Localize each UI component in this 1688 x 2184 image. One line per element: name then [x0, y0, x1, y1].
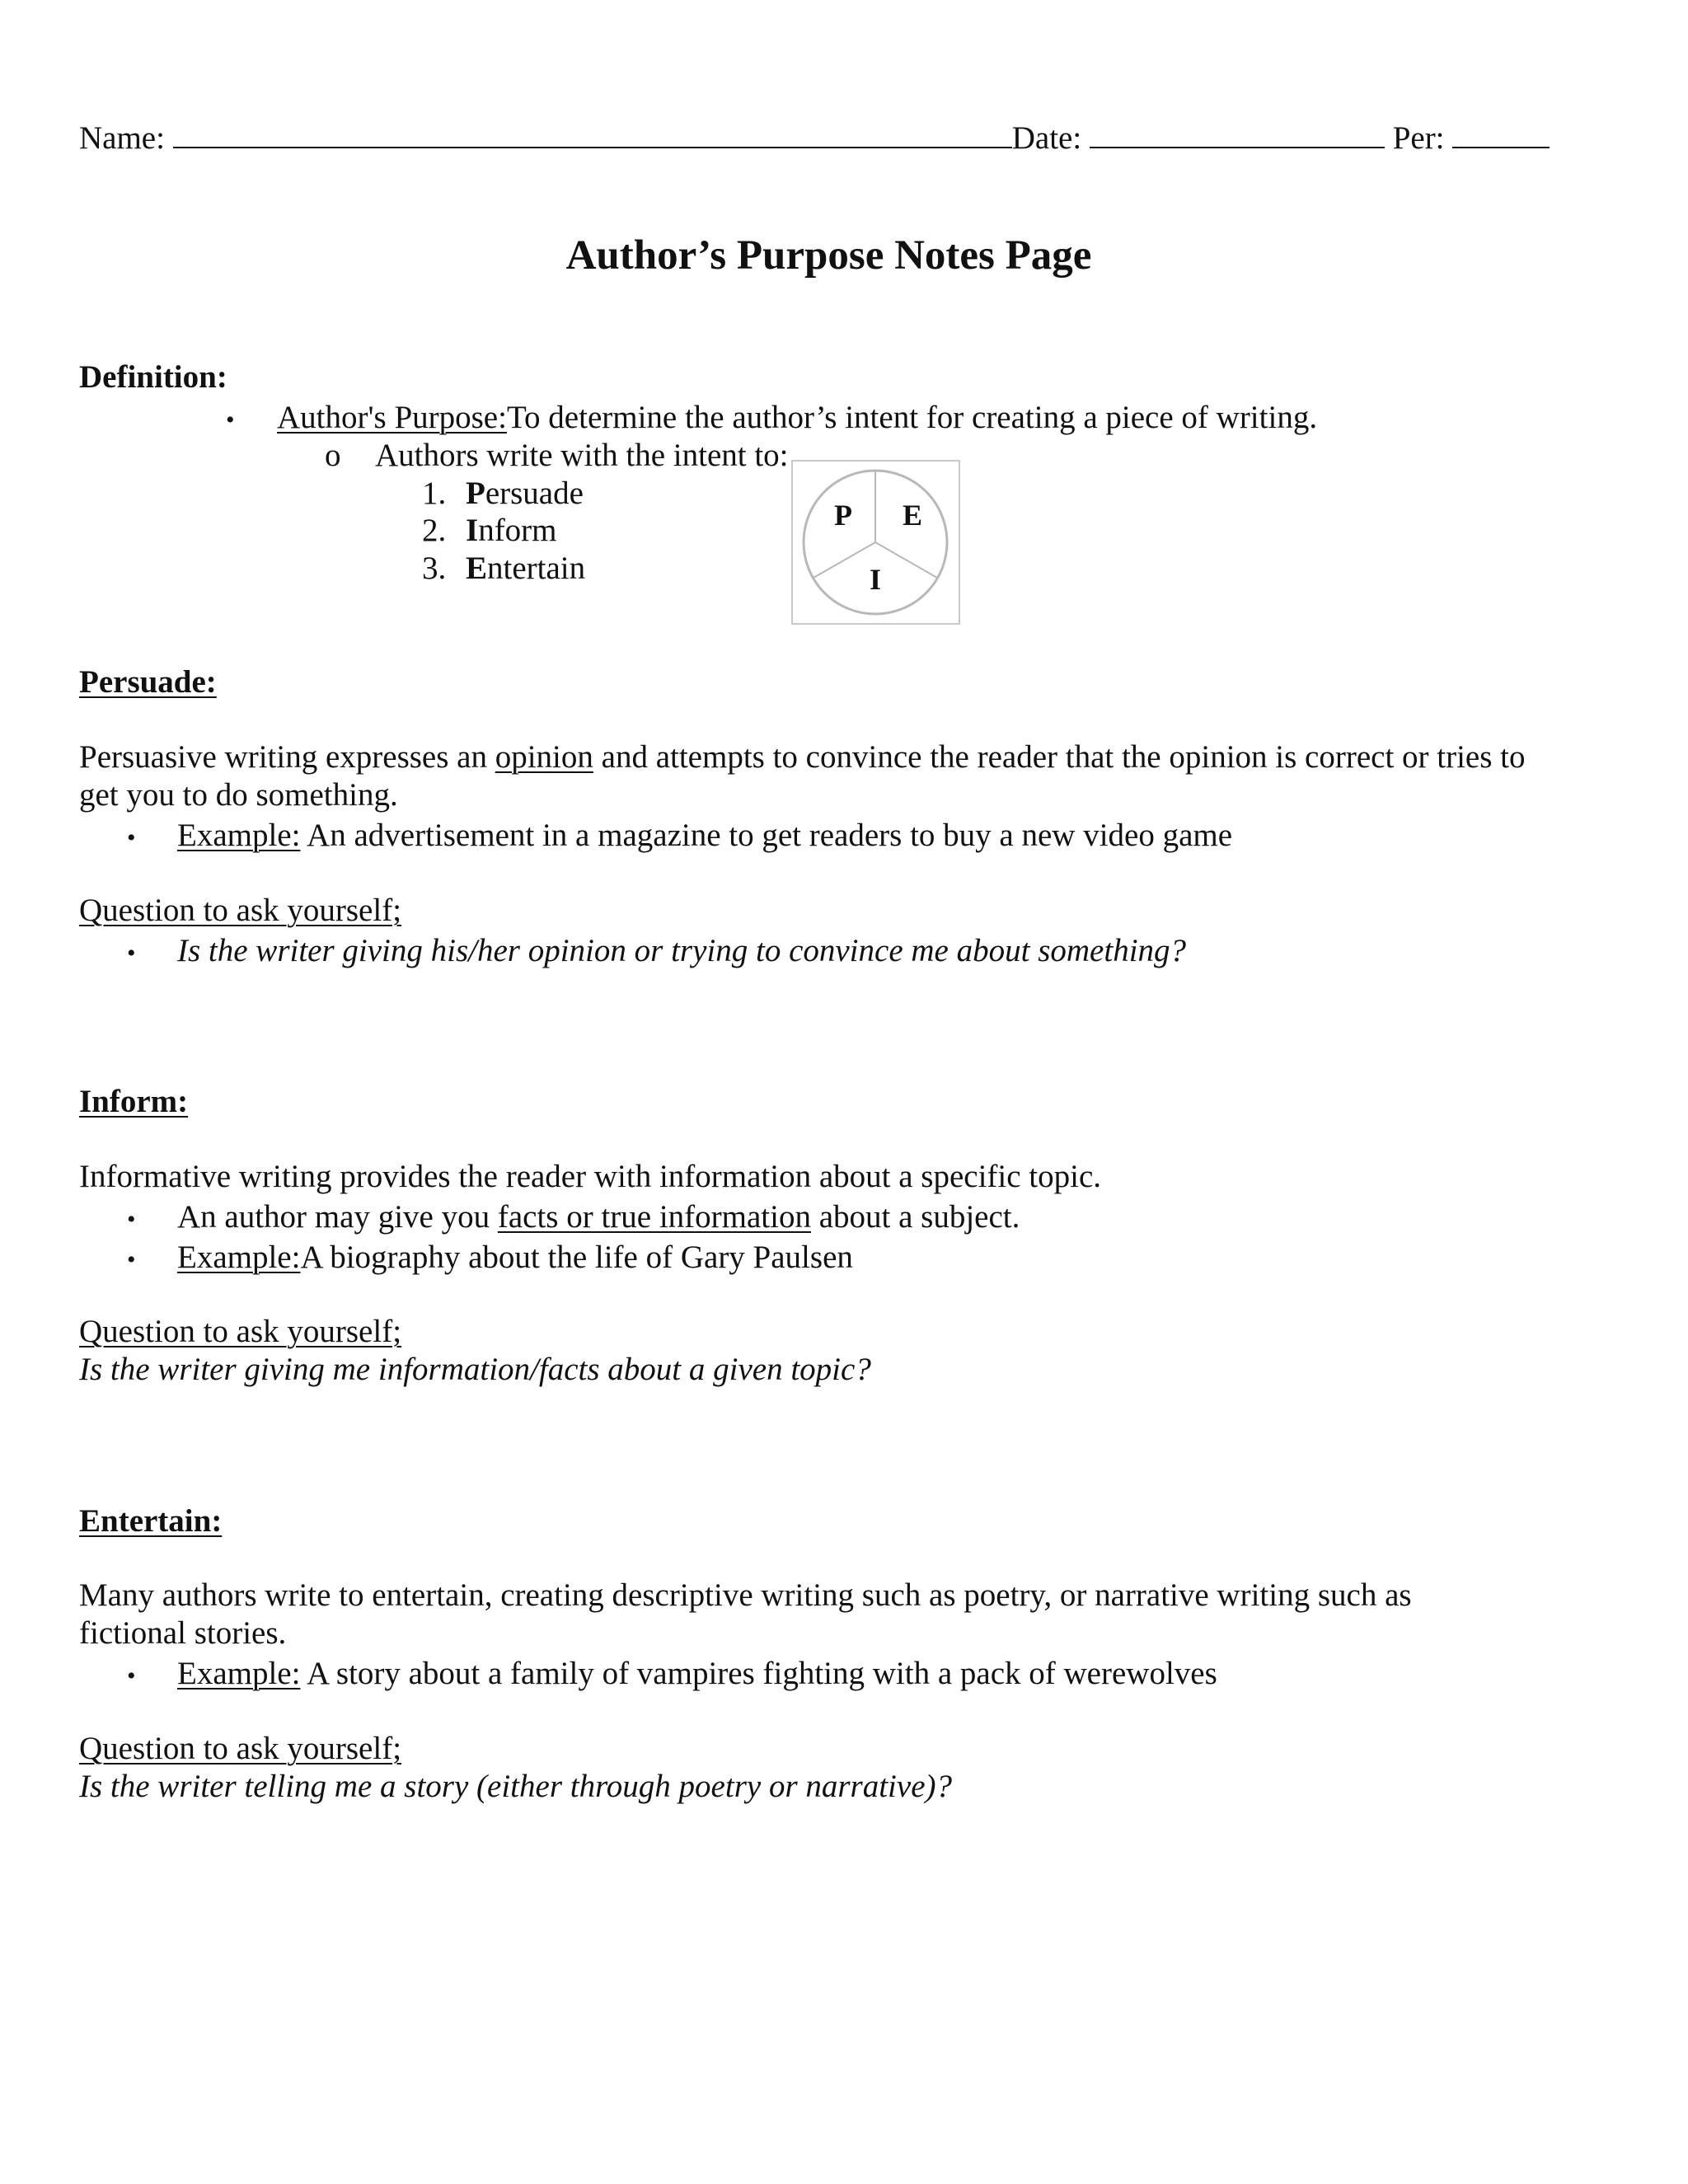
pie-label-e: E — [902, 499, 923, 532]
pie-label-p: P — [834, 499, 852, 532]
list-rest: ersuade — [485, 476, 584, 511]
sub-text: Authors write with the intent to: — [375, 438, 789, 473]
pie-diagram — [791, 460, 960, 625]
entertain-question-label: Question to ask yourself; — [79, 1731, 402, 1766]
list-rest: nform — [478, 513, 557, 548]
sub-marker: o — [325, 438, 341, 473]
entertain-example — [177, 1657, 1217, 1690]
date-label: Date: — [1011, 120, 1082, 156]
definition-text: To determine the author’s intent for creating a piece of writing. — [506, 400, 1318, 435]
bullet-glyph: • — [127, 1246, 136, 1273]
bullet-icon: • — [226, 406, 235, 434]
bullet-icon — [127, 1201, 136, 1233]
date-blank[interactable] — [1090, 120, 1385, 148]
paragraph-text: and attempts to convince the reader that the opinion is correct or tries to — [593, 739, 1526, 775]
persuade-paragraph-line2: get you to do something. — [79, 777, 398, 813]
bullet-text: about a subject. — [810, 1199, 1020, 1235]
inform-question: Is the writer giving me information/facts about a given topic? — [79, 1352, 871, 1387]
list-number: 2. — [422, 513, 447, 548]
pie-divider — [814, 542, 875, 578]
entertain-paragraph: Many authors write to entertain, creating descriptive writing such as poetry, or narrative writing such as — [79, 1577, 1412, 1613]
bullet-glyph: • — [127, 940, 136, 967]
bullet-icon — [127, 935, 136, 967]
bullet-glyph: • — [127, 824, 136, 851]
inform-bullet — [177, 1201, 1020, 1233]
page-title: Author’s Purpose Notes Page — [565, 232, 1092, 279]
inform-question-label: Question to ask yourself; — [79, 1314, 402, 1349]
persuade-example — [177, 819, 1232, 851]
example-text: An advertisement in a magazine to get readers to buy a new video game — [300, 818, 1233, 853]
bullet-icon — [127, 819, 136, 851]
entertain-question: Is the writer telling me a story (either through poetry or narrative)? — [79, 1769, 952, 1804]
bullet-glyph: • — [127, 1206, 136, 1233]
persuade-heading: Persuade: — [79, 664, 217, 700]
paragraph-text: Persuasive writing expresses an — [79, 739, 495, 775]
list-item — [422, 552, 585, 584]
bullet-icon — [127, 1657, 136, 1690]
per-blank[interactable] — [1452, 120, 1550, 148]
bullet-glyph: • — [127, 1662, 136, 1690]
example-text: A story about a family of vampires fighting with a pack of werewolves — [300, 1656, 1217, 1691]
inform-example — [177, 1241, 853, 1273]
persuade-paragraph — [79, 741, 1526, 773]
pie-label-i: I — [869, 563, 882, 596]
header-row — [79, 120, 1550, 154]
per-label: Per: — [1392, 120, 1445, 156]
persuade-question: Is the writer giving his/her opinion or trying to convince me about something? — [177, 933, 1187, 968]
definition-item — [277, 401, 1317, 434]
definition-bullet — [226, 401, 235, 434]
name-blank[interactable] — [173, 120, 1012, 148]
example-label: Example: — [177, 1656, 301, 1691]
definition-term: Author's Purpose: — [277, 400, 507, 435]
definition-heading: Definition: — [79, 359, 227, 395]
name-label: Name: — [79, 120, 165, 156]
list-initial: P — [466, 476, 485, 511]
list-number: 3. — [422, 551, 447, 586]
paragraph-underlined: opinion — [495, 739, 593, 775]
example-label: Example: — [177, 1240, 301, 1275]
pie-divider — [875, 542, 937, 578]
inform-heading: Inform: — [79, 1084, 189, 1119]
inform-paragraph: Informative writing provides the reader with information about a specific topic. — [79, 1159, 1102, 1194]
persuade-question-label: Question to ask yourself; — [79, 893, 402, 928]
list-initial: I — [466, 513, 479, 548]
bullet-icon — [127, 1241, 136, 1273]
example-text: A biography about the life of Gary Paulsen — [300, 1240, 853, 1275]
list-rest: ntertain — [487, 551, 586, 586]
list-initial: E — [466, 551, 488, 586]
bullet-text: An author may give you — [177, 1199, 498, 1235]
example-label: Example: — [177, 818, 301, 853]
bullet-underlined: facts or true information — [497, 1199, 811, 1235]
entertain-heading: Entertain: — [79, 1503, 223, 1539]
list-item — [422, 477, 584, 509]
list-number: 1. — [422, 476, 447, 511]
entertain-paragraph-line2: fictional stories. — [79, 1615, 287, 1651]
list-item — [422, 514, 557, 546]
